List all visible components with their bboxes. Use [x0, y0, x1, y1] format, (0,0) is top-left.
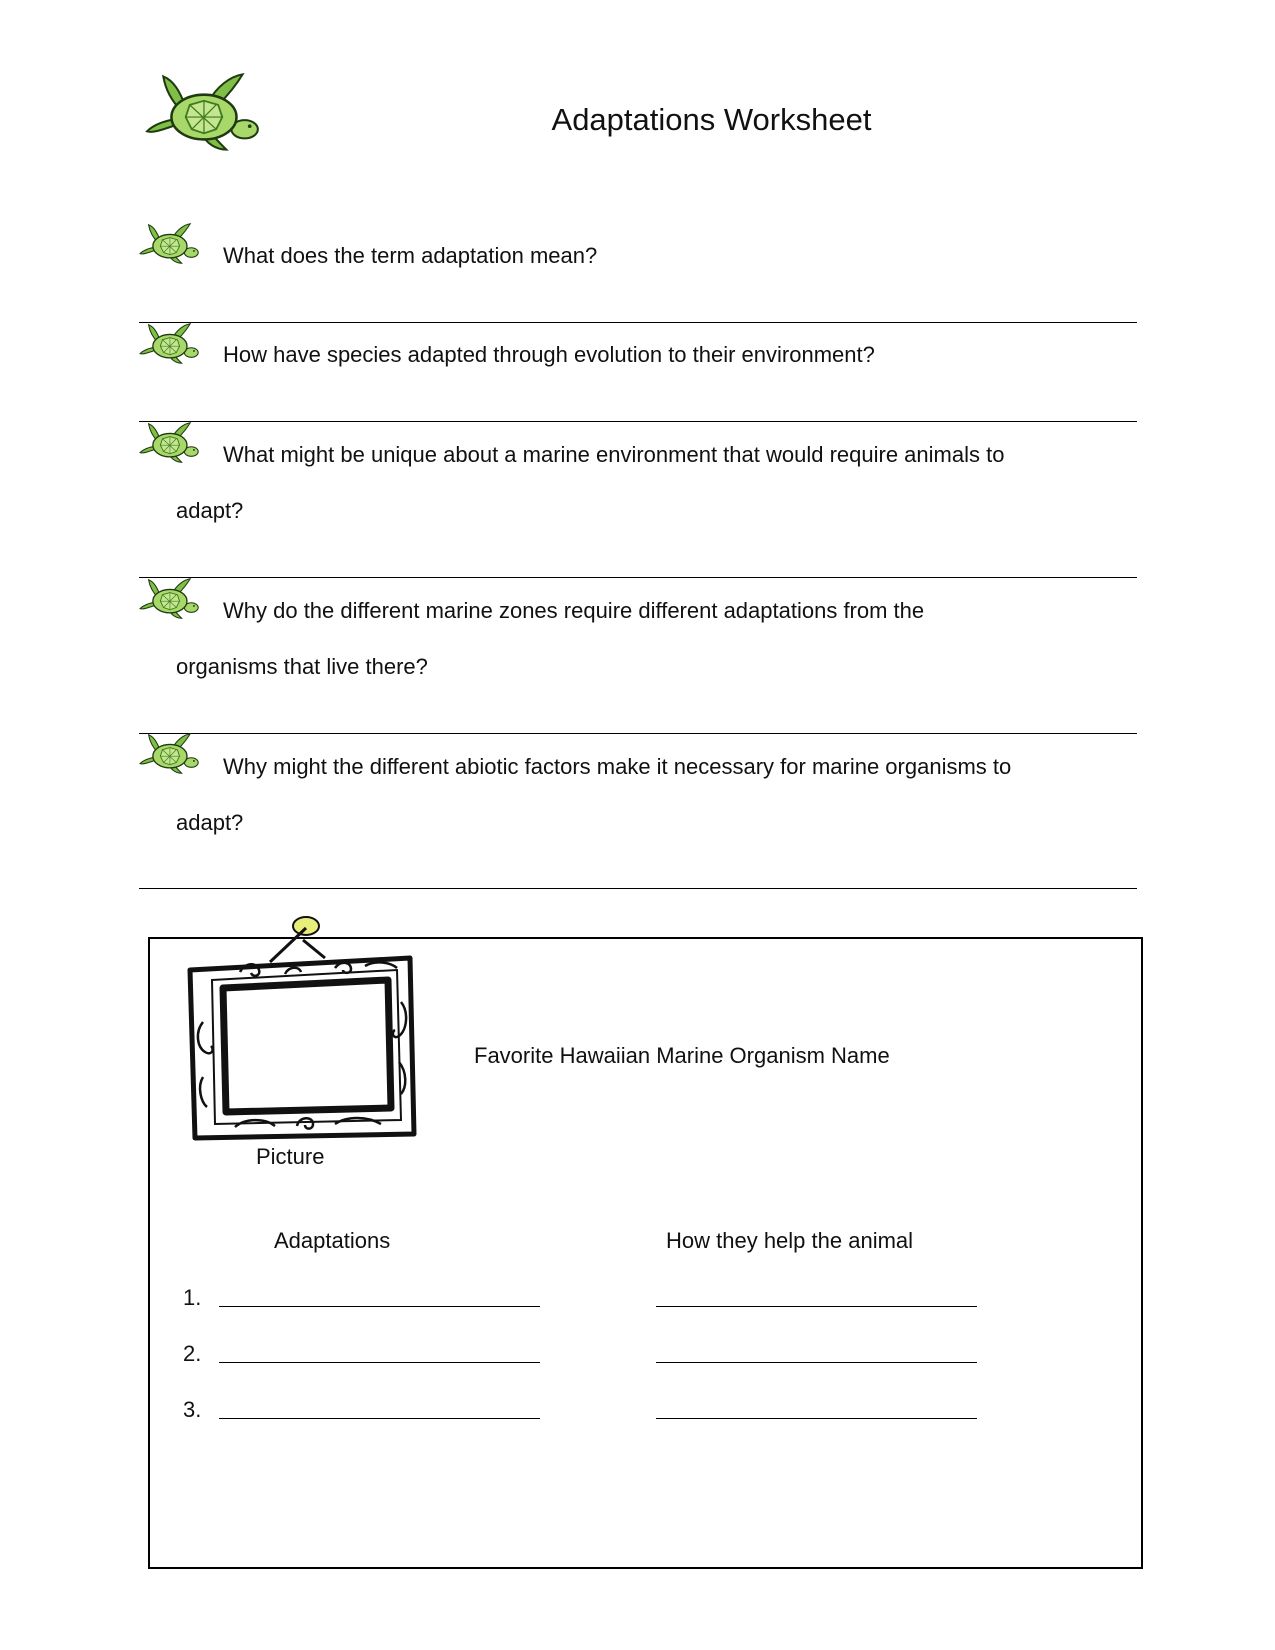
row-number: 3.: [183, 1397, 202, 1422]
question-3-text-cont: adapt?: [176, 498, 244, 523]
row-number: 2.: [183, 1341, 202, 1366]
picture-label: Picture: [256, 1144, 325, 1169]
question-5-text: Why might the different abiotic factors make it necessary for marine organisms to: [223, 754, 1012, 779]
sea-turtle-icon: [139, 421, 203, 465]
question-5-text-cont: adapt?: [176, 810, 244, 835]
sea-turtle-icon: [139, 222, 203, 266]
help-input-3[interactable]: [656, 1418, 977, 1419]
adaptation-input-2[interactable]: [219, 1362, 540, 1363]
sea-turtle-icon: [139, 322, 203, 366]
answer-line: [139, 888, 1137, 889]
row-number: 1.: [183, 1285, 202, 1310]
help-header: How they help the animal: [666, 1228, 914, 1253]
page-title: Adaptations Worksheet: [551, 102, 872, 137]
help-input-2[interactable]: [656, 1362, 977, 1363]
help-input-1[interactable]: [656, 1306, 977, 1307]
question-4-text: Why do the different marine zones require different adaptations from the: [223, 598, 925, 623]
question-2-text: How have species adapted through evolution to their environment?: [223, 342, 875, 367]
answer-line: [139, 733, 1137, 734]
picture-frame-icon: [185, 912, 420, 1147]
organism-name-label: Favorite Hawaiian Marine Organism Name: [474, 1043, 890, 1068]
sea-turtle-icon: [139, 577, 203, 621]
adaptations-header: Adaptations: [274, 1228, 391, 1253]
adaptation-input-1[interactable]: [219, 1306, 540, 1307]
question-3-text: What might be unique about a marine environment that would require animals to: [223, 442, 1005, 467]
adaptation-input-3[interactable]: [219, 1418, 540, 1419]
question-4-text-cont: organisms that live there?: [176, 654, 428, 679]
answer-line: [139, 322, 1137, 323]
answer-line: [139, 577, 1137, 578]
question-1-text: What does the term adaptation mean?: [223, 243, 598, 268]
answer-line: [139, 421, 1137, 422]
sea-turtle-icon: [139, 732, 203, 776]
